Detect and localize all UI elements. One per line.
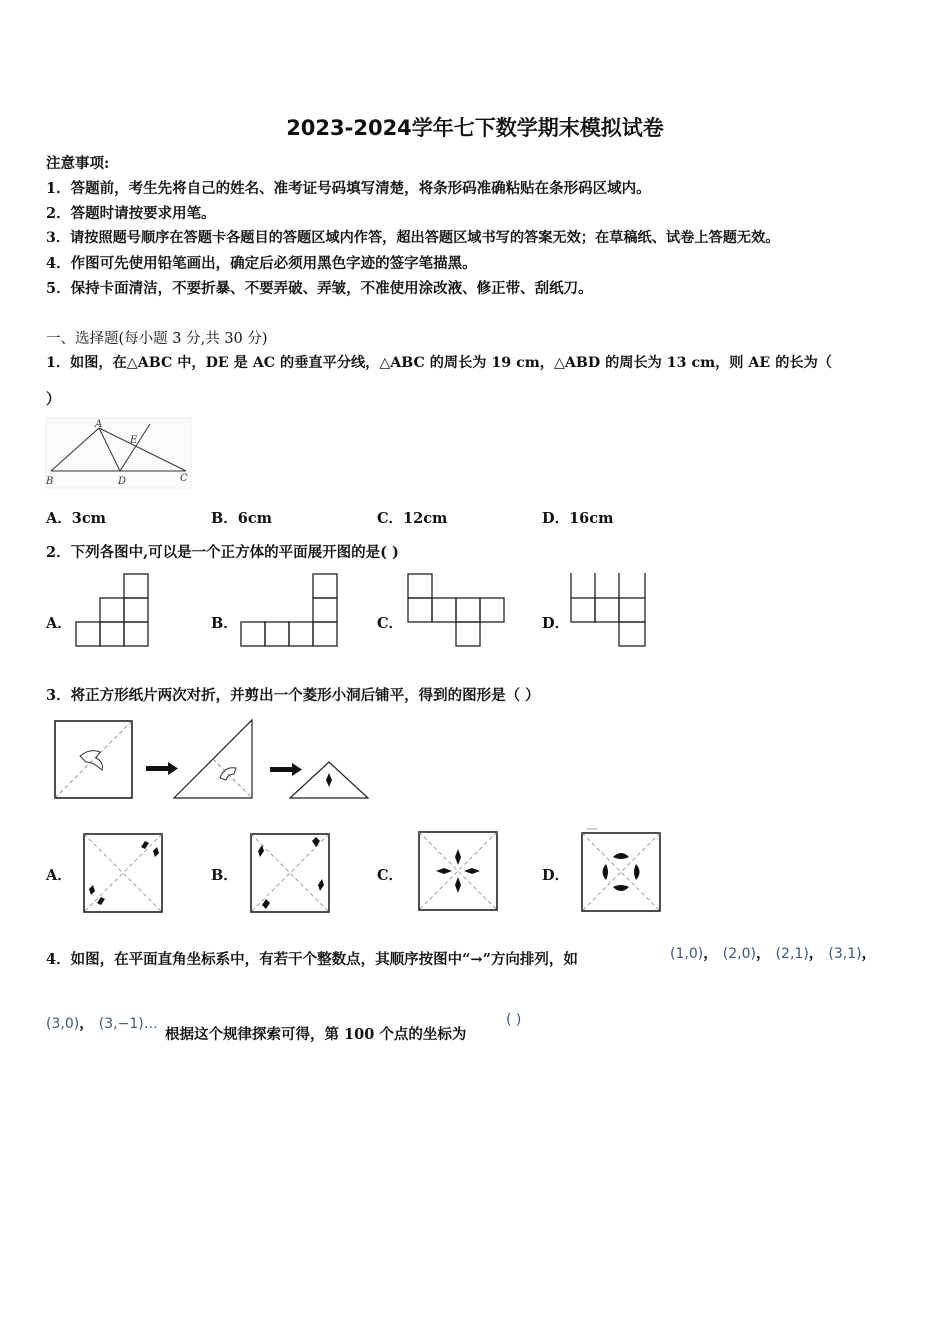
point: (3,0) — [46, 1016, 80, 1032]
separator: ， — [861, 945, 877, 962]
ellipsis: … — [143, 1016, 158, 1032]
option-c-label: C． — [377, 615, 404, 632]
question-4-text-b: 根据这个规律探索可得，第 100 个点的坐标为 — [165, 1026, 467, 1043]
option-d-label: D． — [542, 867, 570, 884]
separator: ， — [79, 1015, 94, 1032]
option-b-label: B． — [211, 867, 238, 884]
option-d: D．16cm — [542, 510, 614, 527]
notice-item: 2．答题时请按要求用笔。 — [46, 205, 216, 222]
separator: ， — [756, 945, 771, 962]
folded-square-c — [418, 831, 498, 911]
folded-square-a — [83, 833, 163, 913]
option-c-label: C． — [377, 867, 404, 884]
folded-square-d — [581, 827, 663, 913]
question-1-close: ） — [46, 391, 61, 408]
figure-label-c: C — [180, 473, 188, 484]
question-4-text-a: 4．如图，在平面直角坐标系中，有若干个整数点，其顺序按图中“→”方向排列，如 — [46, 951, 578, 968]
separator: ， — [703, 945, 718, 962]
point: (2,1) — [775, 946, 809, 962]
cube-net-a — [76, 573, 150, 647]
points-line-1 — [670, 942, 876, 963]
figure-label-e: E — [130, 435, 138, 446]
option-a-label: A． — [46, 867, 72, 884]
point: (2,0) — [722, 946, 756, 962]
point: (1,0) — [670, 946, 704, 962]
option-b: B．6cm — [211, 510, 273, 527]
notice-item: 5．保持卡面清洁，不要折暴、不要弄破、弄皱，不准使用涂改液、修正带、刮纸刀。 — [46, 280, 593, 297]
option-c: C．12cm — [377, 510, 448, 527]
page-title: 2023-2024学年七下数学期末模拟试卷 — [286, 116, 664, 140]
option-d-label: D． — [542, 615, 570, 632]
figure-label-b: B — [46, 476, 54, 487]
folding-diagram — [52, 718, 372, 800]
cube-net-c — [407, 573, 505, 647]
point: (3,−1) — [98, 1016, 144, 1032]
question-3-text: 3．将正方形纸片两次对折，并剪出一个菱形小洞后铺平，得到的图形是（ ） — [46, 687, 540, 704]
point: (3,1) — [828, 946, 862, 962]
option-b-label: B． — [211, 615, 238, 632]
section-heading: 一、选择题(每小题 3 分,共 30 分) — [46, 331, 268, 347]
cube-net-d — [570, 573, 646, 647]
answer-blank: ( ) — [506, 1012, 522, 1028]
folded-square-b — [250, 833, 330, 913]
separator: ， — [808, 945, 824, 962]
question-1-text: 1．如图，在△ABC 中，DE 是 AC 的垂直平分线，△ABC 的周长为 19 cm，△ABD 的周长为 13 cm，则 AE 的长为（ — [46, 355, 832, 371]
triangle-figure — [46, 418, 191, 488]
question-2-text: 2．下列各图中,可以是一个正方体的平面展开图的是( ) — [46, 544, 399, 561]
cube-net-b — [240, 573, 338, 647]
option-a-label: A． — [46, 615, 72, 632]
notice-heading: 注意事项: — [46, 155, 110, 172]
points-line-2 — [46, 1012, 158, 1033]
notice-item: 1．答题前，考生先将自己的姓名、准考证号码填写清楚，将条形码准确粘贴在条形码区域内。 — [46, 180, 651, 197]
notice-item: 4．作图可先使用铅笔画出，确定后必须用黑色字迹的签字笔描黑。 — [46, 255, 477, 272]
option-a: A．3cm — [46, 510, 107, 527]
notice-item: 3．请按照题号顺序在答题卡各题目的答题区域内作答，超出答题区域书写的答案无效；在草稿纸、试卷上答题无效。 — [46, 230, 780, 246]
figure-label-d: D — [118, 476, 127, 487]
figure-label-a: A — [95, 419, 103, 430]
